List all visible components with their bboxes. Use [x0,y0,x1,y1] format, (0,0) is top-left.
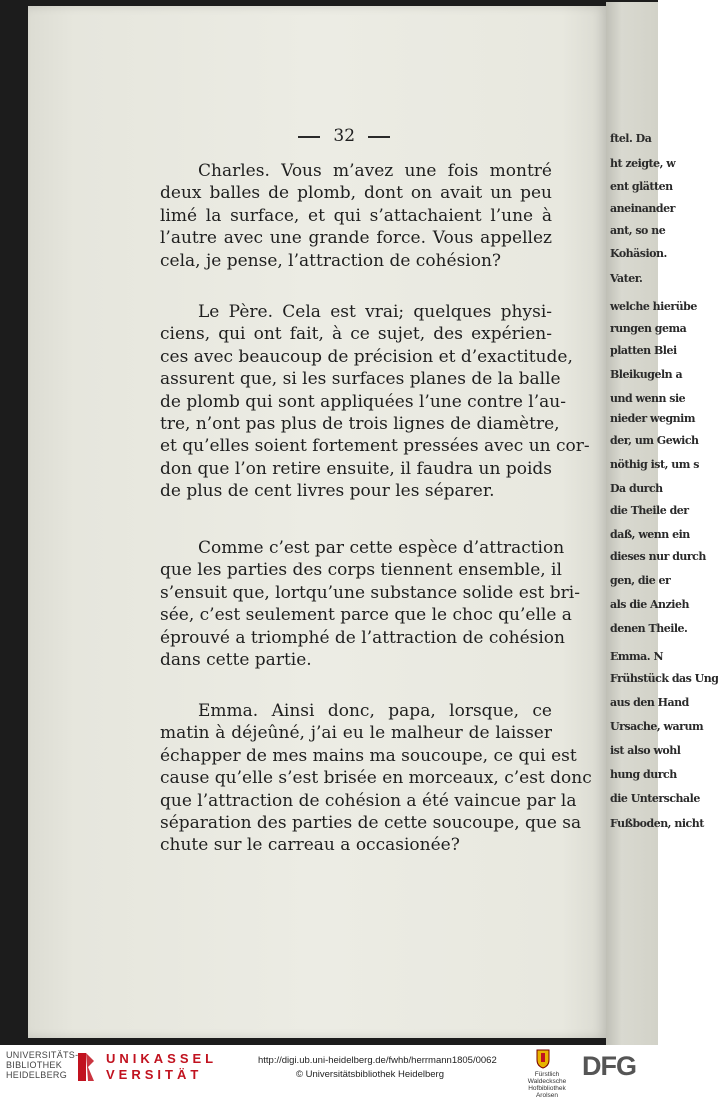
facing-page-text: rungen gema [610,322,687,335]
facing-page-text: und wenn sie [610,392,686,405]
facing-page-edge [606,2,718,1045]
facing-page-text: Fußboden, nicht [610,817,704,830]
text-line: cela, je pense, l’attraction de cohésion? [160,250,502,271]
facing-page-text: Bleikugeln a [610,368,683,381]
facing-page-text: Frühstück das Ung [610,672,718,685]
facing-page-text: denen Theile. [610,622,688,635]
text-line: assurent que, si les surfaces planes de la balle [160,369,561,390]
text-line: Emma. Ainsi donc, papa, lorsque, ce [198,701,552,721]
text-line: échapper de mes mains ma soucoupe, ce qui est [160,745,577,766]
text-line: deux balles de plomb, dont on avait un peu [160,183,552,204]
arolsen-library-name [522,1071,572,1099]
facing-page-text: daß, wenn ein [610,528,690,541]
permalink-url[interactable]: http://digi.ub.uni-heidelberg.de/fwhb/herrmann1805/0062 [258,1055,497,1066]
text-line: Charles. Vous m’avez une fois montré [198,161,552,181]
text-line: tre, n’ont pas plus de trois lignes de diamètre, [160,414,560,435]
text-line: éprouvé a triomphé de l’attraction de cohésion [160,627,565,648]
paragraph-charles [160,160,552,272]
facing-page-text: welche hierübe [610,300,697,313]
facing-page-text: gen, die er [610,574,671,587]
kassel-line: VERSITÄT [106,1067,203,1082]
paragraph-le-pere [160,301,590,503]
text-line: de plus de cent livres pour les séparer. [160,481,495,502]
paragraph-cohesion [160,537,580,671]
text-line: dans cette partie. [160,650,312,671]
facing-page-text: Ursache, warum [610,720,704,733]
facing-page-text: ist also wohl [610,744,681,757]
facing-page-text: die Unterschale [610,792,700,805]
text-line: ciens, qui ont fait, à ce sujet, des expérien- [160,324,552,345]
facing-page-text: ent glätten [610,180,673,193]
text-line: et qu’elles soient fortement pressées avec un cor- [160,436,590,457]
arolsen-line: Fürstlich Waldecksche [527,1071,567,1085]
facing-page-text: ht zeigte, w [610,157,676,170]
page-header [290,126,398,146]
dfg-logo: DFG [582,1051,636,1081]
text-line: chute sur le carreau a occasionée? [160,835,460,856]
kassel-line: UNIKASSEL [106,1051,218,1066]
facing-page-text: als die Anzieh [610,598,689,611]
facing-page-text: nieder wegnim [610,412,695,425]
kassel-university-name [106,1051,217,1083]
page-number: 32 [333,126,356,146]
facing-page-text: platten Blei [610,344,677,357]
facing-page-text: aneinander [610,202,675,215]
facing-page-text: der, um Gewich [610,434,699,447]
kassel-logo-icon [74,1051,96,1083]
facing-page-text: Da durch [610,482,663,495]
paragraph-emma [160,700,592,857]
facing-page-text: aus den Hand [610,696,689,709]
text-line: s’ensuit que, lortqu’une substance solide est bri- [160,582,580,603]
facing-page-text: hung durch [610,768,677,781]
text-line: matin à déjeûné, j’ai eu le malheur de laisser [160,723,552,744]
facing-page-text: ant, so ne [610,224,666,237]
facing-page-text: Emma. N [610,650,664,663]
viewer-footer [0,1045,658,1099]
text-line: Comme c’est par cette espèce d’attraction [198,538,565,558]
text-line: que les parties des corps tiennent ensemble, il [160,560,562,581]
text-line: ces avec beaucoup de précision et d’exactitude, [160,346,573,367]
text-line: don que l’on retire ensuite, il faudra un poids [160,458,552,479]
arolsen-crest-icon [536,1049,550,1069]
facing-page-text: Kohäsion. [610,247,667,260]
facing-page-text: Vater. [610,272,643,285]
text-line: séparation des parties de cette soucoupe, que sa [160,813,582,834]
text-line: Le Père. Cela est vrai; quelques physi- [198,302,552,322]
text-line: limé la surface, et qui s’attachaient l’une à [160,205,552,226]
facing-page-text: dieses nur durch [610,550,706,563]
facing-page-text: die Theile der [610,504,689,517]
copyright-notice: © Universitätsbibliothek Heidelberg [296,1069,444,1080]
uni-line: BIBLIOTHEK [6,1060,63,1070]
text-line: sée, c’est seulement parce que le choc qu’elle a [160,605,572,626]
uni-line: UNIVERSITÄTS- [6,1050,79,1060]
facing-page-text: ftel. Da [610,132,652,145]
text-line: cause qu’elle s’est brisée en morceaux, c’est donc [160,768,592,789]
uni-line: HEIDELBERG [6,1070,68,1080]
facing-page-text: nöthig ist, um s [610,458,699,471]
heidelberg-library-name [6,1050,78,1080]
text-line: l’autre avec une grande force. Vous appellez [160,228,552,249]
header-dash-right [368,136,390,138]
arolsen-line: Hofbibliothek Arolsen [528,1085,566,1099]
text-line: que l’attraction de cohésion a été vaincue par la [160,790,577,811]
text-line: de plomb qui sont appliquées l’une contre l’au- [160,391,566,412]
header-dash-left [298,136,320,138]
